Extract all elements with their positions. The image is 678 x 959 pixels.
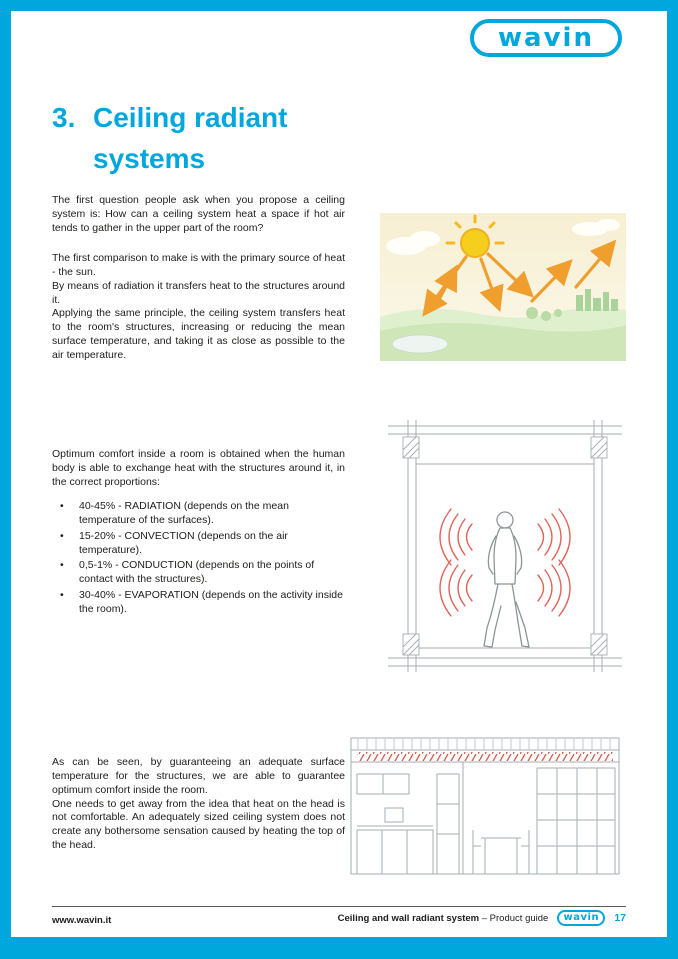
section-number: 3. xyxy=(52,102,76,133)
footer-doc-title-rest: – Product guide xyxy=(479,912,549,924)
building-section-illustration xyxy=(345,718,625,880)
person-figure xyxy=(484,512,529,647)
wavin-logo xyxy=(470,19,622,57)
title-line-1: Ceiling radiant xyxy=(93,102,288,133)
pond xyxy=(392,335,448,353)
intro-sentence-1: The first comparison to make is with the primary source of heat - the sun. xyxy=(52,252,345,278)
wavin-logo-small xyxy=(557,910,605,926)
page-number: 17 xyxy=(614,912,626,924)
bullet-text: 30-40% - EVAPORATION (depends on the activity inside the room). xyxy=(79,589,343,616)
footer-info xyxy=(338,910,626,926)
page-title xyxy=(52,98,287,179)
conclusion-paragraph xyxy=(52,756,345,853)
intro-paragraph-2 xyxy=(52,252,345,363)
list-item xyxy=(60,530,348,558)
sun-radiation-illustration xyxy=(380,213,626,361)
title-line-2: systems xyxy=(93,142,206,174)
radiant-ceiling-band xyxy=(357,752,613,761)
footer-divider xyxy=(52,906,626,907)
wavin-logo-small-text: wavin xyxy=(563,912,600,923)
page-border-top xyxy=(0,0,678,11)
wavin-logo-text: wavin xyxy=(498,23,594,53)
bullet-text: 0,5-1% - CONDUCTION (depends on the points of contact with the structures). xyxy=(79,559,315,586)
interior-furniture xyxy=(357,762,615,874)
bullet-icon: • xyxy=(60,500,64,512)
list-item xyxy=(60,500,348,528)
page-border-right xyxy=(667,0,678,959)
bullet-icon: • xyxy=(60,529,64,542)
intro-sentence-2: By means of radiation it transfers heat to the structures around it. xyxy=(52,279,345,306)
list-item xyxy=(60,589,348,617)
ceiling-slab xyxy=(352,739,618,750)
conclusion-sentence-1: As can be seen, by guaranteeing an adequate surface temperature for the structures, we are able to guarantee optimum comfort inside the room. xyxy=(52,756,345,796)
title-lines xyxy=(93,98,287,179)
conclusion-sentence-2: One needs to get away from the idea that heat on the head is not comfortable. An adequately sized ceiling system does not create any bothersome sensation caused by heating the top of the head. xyxy=(52,797,345,852)
list-item xyxy=(60,559,348,587)
room-comfort-illustration xyxy=(388,420,622,672)
bullet-text: 40-45% - RADIATION (depends on the mean temperature of the surfaces). xyxy=(79,500,289,526)
footer-doc-title xyxy=(338,913,549,924)
comfort-paragraph: Optimum comfort inside a room is obtained when the human body is able to exchange heat with the structures around it, in the correct proportions: xyxy=(52,448,345,488)
intro-sentence-3: Applying the same principle, the ceiling system transfers heat to the room's structures, increasing or reducing the mean surface temperature, and taking it as close as possible to the air temperature. xyxy=(52,307,345,362)
heat-exchange-list xyxy=(60,500,348,619)
footer-website: www.wavin.it xyxy=(52,915,112,926)
page-border-bottom xyxy=(0,937,678,959)
bullet-icon: • xyxy=(60,559,64,572)
footer-doc-title-bold: Ceiling and wall radiant system xyxy=(337,912,480,924)
page-border-left xyxy=(0,0,11,959)
bullet-icon: • xyxy=(60,589,64,602)
intro-paragraph-1: The first question people ask when you propose a ceiling system is: How can a ceiling system heat a space if hot air tends to gather in the upper part of the room? xyxy=(52,194,345,234)
bullet-text: 15-20% - CONVECTION (depends on the air temperature). xyxy=(79,529,288,556)
